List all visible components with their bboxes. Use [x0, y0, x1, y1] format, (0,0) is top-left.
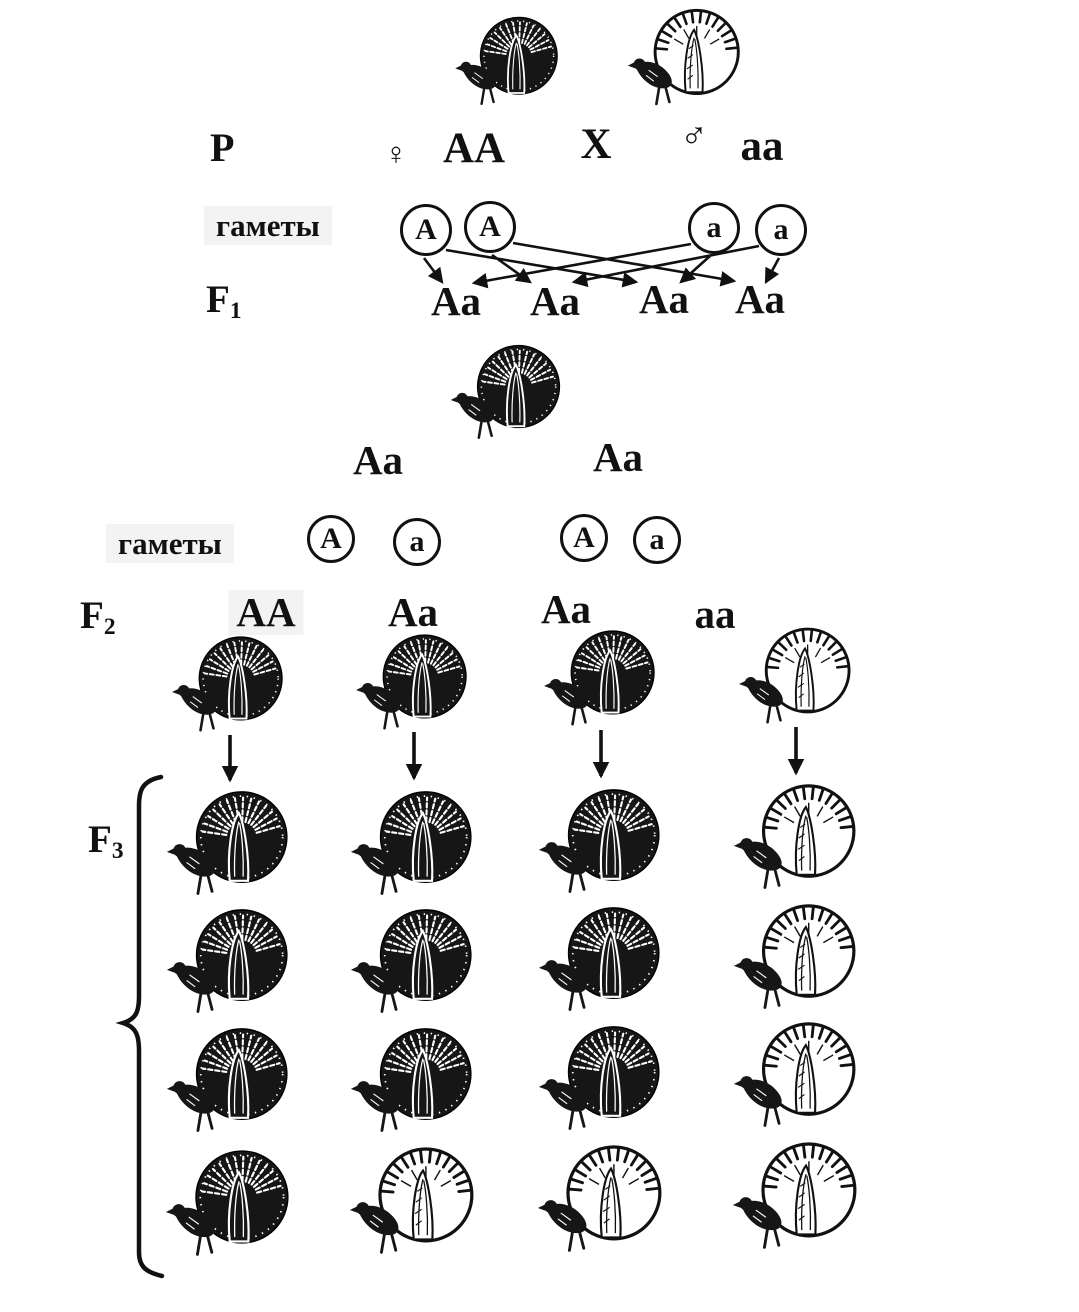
parent-female-turkey-illustration	[448, 2, 568, 118]
gametes-label-2: гаметы	[106, 524, 234, 563]
f3-turkey-illustration	[717, 776, 875, 896]
gamete-allele: a	[706, 211, 722, 244]
f2-genotype: aa	[694, 591, 736, 637]
row-label-f2: $F_2$	[80, 594, 116, 640]
f3-turkey-illustration	[334, 782, 492, 902]
gamete-allele: a	[649, 523, 665, 556]
gamete-circle	[633, 516, 681, 564]
row-label-f1: $F_1$	[206, 278, 242, 324]
parent-male-turkey-illustration	[620, 0, 750, 113]
f1-genotype: Aa	[638, 276, 690, 322]
f1-pair-genotype: Aa	[592, 434, 644, 480]
f3-turkey-illustration	[334, 1139, 492, 1261]
f3-turkey-illustration	[150, 1141, 308, 1263]
f2-turkey-illustration	[150, 628, 308, 738]
f2-turkey-illustration	[334, 626, 492, 736]
f3-turkey-illustration	[717, 1014, 875, 1134]
gamete-allele: A	[415, 213, 437, 246]
f1-pair-genotype: Aa	[352, 437, 404, 483]
gamete-circle	[688, 202, 740, 254]
f3-turkey-illustration	[150, 900, 308, 1020]
row-label-f3: $F_3$	[88, 818, 124, 864]
f3-turkey-illustration	[334, 900, 492, 1020]
female-genotype: AA	[442, 125, 506, 172]
f3-turkey-illustration	[522, 898, 680, 1018]
gamete-allele: A	[573, 521, 595, 554]
f2-turkey-illustration	[717, 620, 875, 730]
gamete-allele: A	[320, 522, 342, 555]
gamete-allele: a	[409, 525, 425, 558]
f1-genotype: Aa	[430, 278, 482, 324]
f3-turkey-illustration	[717, 896, 875, 1016]
gamete-allele: A	[479, 210, 501, 243]
f3-turkey-illustration	[334, 1019, 492, 1139]
gamete-circle	[560, 514, 608, 562]
row-label-p: P	[210, 125, 235, 170]
gamete-allele: a	[773, 213, 789, 246]
f3-turkey-illustration	[522, 1017, 680, 1137]
male-genotype: aa	[740, 123, 784, 170]
f2-genotype: AA	[228, 590, 303, 635]
f3-turkey-illustration	[150, 782, 308, 902]
gamete-circle	[307, 515, 355, 563]
f2-genotype: Aa	[387, 589, 439, 635]
female-symbol-icon: ♀	[384, 136, 408, 171]
f2-genotype: Aa	[540, 586, 592, 632]
f3-turkey-illustration	[522, 780, 680, 900]
f3-turkey-illustration	[150, 1019, 308, 1139]
male-symbol-icon: ♂	[680, 116, 708, 157]
f3-turkey-illustration	[717, 1134, 875, 1256]
gamete-circle	[755, 204, 807, 256]
gamete-circle	[464, 201, 516, 253]
f2-turkey-illustration	[522, 622, 680, 732]
gamete-circle	[393, 518, 441, 566]
gamete-circle	[400, 204, 452, 256]
f1-turkey-illustration	[443, 336, 571, 446]
gametes-label-1: гаметы	[204, 206, 332, 245]
f3-turkey-illustration	[522, 1137, 680, 1259]
cross-symbol: X	[580, 121, 612, 168]
f2-descent-arrows	[230, 727, 796, 780]
f1-genotype: Aa	[529, 278, 581, 324]
f1-genotype: Aa	[734, 276, 786, 322]
